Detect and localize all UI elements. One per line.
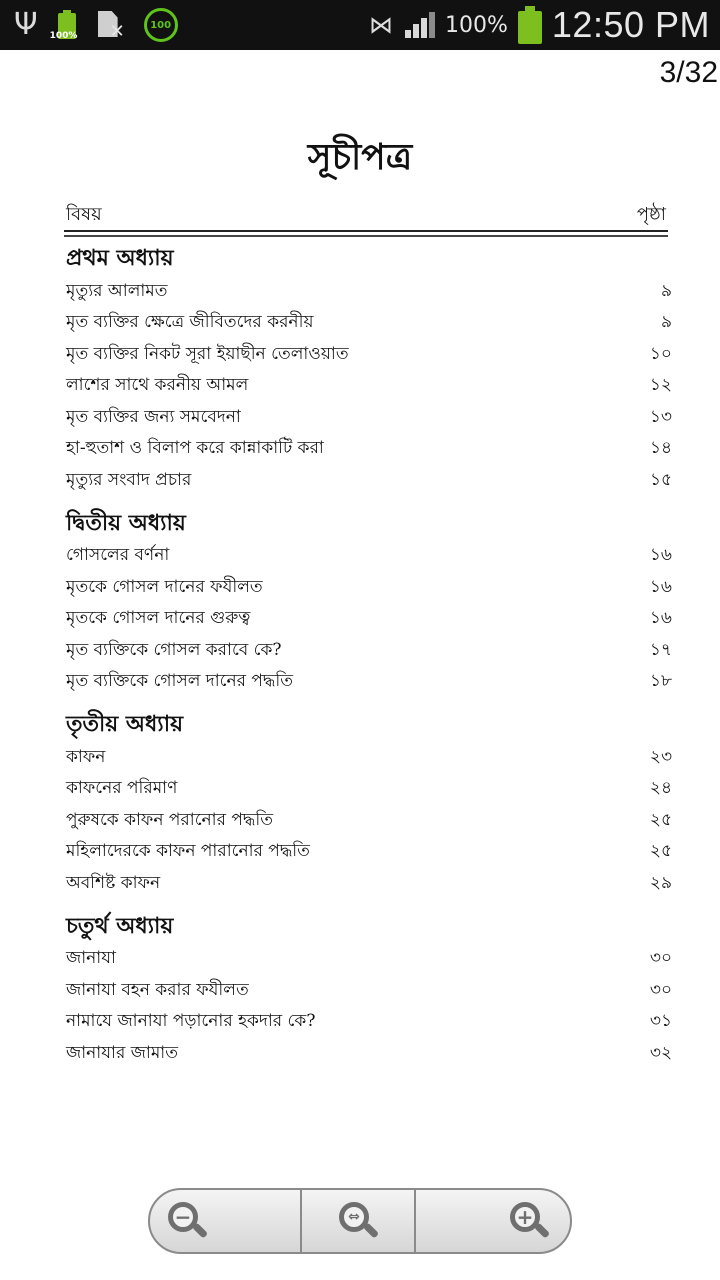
toc-item-label: মৃতকে গোসল দানের গুরুত্ব <box>66 608 251 629</box>
battery-small-label: 100% <box>49 31 78 41</box>
toc-item-label: কাফন <box>66 746 106 767</box>
zoom-out-button[interactable] <box>148 1188 302 1254</box>
toc-item-label: হা-হুতাশ ও বিলাপ করে কান্নাকাটি করা <box>66 438 324 459</box>
toc-item-page: ১৭ <box>649 639 672 660</box>
zoom-controls <box>148 1188 572 1254</box>
toc-row[interactable] <box>66 572 674 604</box>
toc-item-label: কাফনের পরিমাণ <box>66 778 178 799</box>
toc-item-page: ৯ <box>660 312 672 333</box>
page-indicator: 3/32 <box>659 56 718 89</box>
toc-row[interactable] <box>66 276 674 308</box>
toc-item-page: ২৩ <box>649 746 672 767</box>
toc-item-page: ২৪ <box>649 778 672 799</box>
toc-row[interactable] <box>66 975 674 1007</box>
toc-item-page: ১৮ <box>649 671 672 692</box>
sim-card-icon: ✕ <box>96 9 126 41</box>
toc-item-page: ১৫ <box>649 469 672 490</box>
usb-icon: Ψ <box>14 7 38 42</box>
gauge-label: 100 <box>150 19 172 31</box>
toc-row[interactable] <box>66 805 674 837</box>
toc-item-label: মৃতকে গোসল দানের ফযীলত <box>66 576 263 597</box>
toc-item-label: মৃত ব্যক্তিকে গোসল দানের পদ্ধতি <box>66 671 293 692</box>
toc-row[interactable] <box>66 604 674 636</box>
toc-item-label: গোসলের বর্ণনা <box>66 545 170 566</box>
toc-row[interactable] <box>66 465 674 497</box>
table-of-contents <box>66 240 674 1070</box>
toc-item-label: মৃত্যুর সংবাদ প্রচার <box>66 469 192 490</box>
toc-item-page: ১৪ <box>649 438 672 459</box>
toc-row[interactable] <box>66 1007 674 1039</box>
zoom-in-button[interactable] <box>414 1188 572 1254</box>
divider <box>64 235 668 237</box>
zoom-out-icon: − <box>168 1202 206 1240</box>
toc-row[interactable] <box>66 339 674 371</box>
clock: 12:50 PM <box>551 4 710 45</box>
gauge-icon <box>144 8 178 42</box>
toc-section <box>66 908 674 1070</box>
section-title: তৃতীয় অধ্যায় <box>66 711 184 737</box>
toc-item-page: ১৬ <box>649 576 672 597</box>
toc-item-page: ৩০ <box>649 948 672 969</box>
zoom-in-icon: + <box>510 1202 548 1240</box>
toc-item-label: জানাযার জামাত <box>66 1042 178 1063</box>
toc-row[interactable] <box>66 944 674 976</box>
section-title: দ্বিতীয় অধ্যায় <box>66 509 186 536</box>
toc-section <box>66 505 674 699</box>
toc-item-label: পুরুষকে কাফন পরানোর পদ্ধতি <box>66 809 273 830</box>
toc-row[interactable] <box>66 774 674 806</box>
toc-item-page: ৩১ <box>649 1011 672 1032</box>
status-left-icons <box>14 8 178 42</box>
section-title: চতুর্থ অধ্যায় <box>66 912 174 939</box>
column-header-page: পৃষ্ঠা <box>636 204 666 225</box>
toc-item-page: ১২ <box>649 375 672 396</box>
toc-item-page: ২৫ <box>649 841 672 862</box>
divider <box>64 230 668 232</box>
toc-item-label: নামাযে জানাযা পড়ানোর হকদার কে? <box>66 1011 316 1032</box>
column-header-subject: বিষয় <box>66 204 102 225</box>
toc-item-page: ২৯ <box>649 872 672 893</box>
toc-item-page: ৩০ <box>649 979 672 1000</box>
battery-percent: 100% <box>445 12 508 38</box>
signal-bars-icon <box>403 10 435 40</box>
toc-item-page: ৯ <box>660 280 672 301</box>
toc-row[interactable] <box>66 868 674 900</box>
toc-row[interactable] <box>66 434 674 466</box>
toc-item-label: মৃত ব্যক্তিকে গোসল করাবে কে? <box>66 639 282 660</box>
toc-item-label: লাশের সাথে করনীয় আমল <box>66 375 249 396</box>
toc-item-label: জানাযা বহন করার ফযীলত <box>66 979 249 1000</box>
toc-item-page: ১৬ <box>649 545 672 566</box>
zoom-fit-icon: ⇔ <box>339 1202 377 1240</box>
toc-row[interactable] <box>66 635 674 667</box>
toc-row[interactable] <box>66 402 674 434</box>
battery-icon <box>518 6 542 44</box>
toc-row[interactable] <box>66 1038 674 1070</box>
status-bar <box>0 0 720 50</box>
toc-item-page: ১৩ <box>649 406 672 427</box>
toc-item-page: ১৬ <box>649 608 672 629</box>
toc-item-label: মৃত্যুর আলামত <box>66 280 168 301</box>
status-right-icons <box>369 0 710 50</box>
toc-item-label: অবশিষ্ট কাফন <box>66 872 161 893</box>
toc-row[interactable] <box>66 837 674 869</box>
toc-item-page: ৩২ <box>649 1042 672 1063</box>
section-title: প্রথম অধ্যায় <box>66 245 174 271</box>
toc-item-page: ১০ <box>649 343 672 364</box>
toc-item-label: মহিলাদেরকে কাফন পারানোর পদ্ধতি <box>66 841 310 862</box>
battery-icon <box>49 9 78 41</box>
toc-section <box>66 240 674 497</box>
toc-item-label: মৃত ব্যক্তির নিকট সূরা ইয়াছীন তেলাওয়াত <box>66 343 349 364</box>
toc-row[interactable] <box>66 541 674 573</box>
zoom-fit-button[interactable] <box>302 1188 414 1254</box>
toc-item-label: মৃত ব্যক্তির ক্ষেত্রে জীবিতদের করনীয় <box>66 312 314 333</box>
toc-section <box>66 706 674 900</box>
toc-row[interactable] <box>66 308 674 340</box>
toc-row[interactable] <box>66 667 674 699</box>
toc-item-label: জানাযা <box>66 948 116 969</box>
toc-row[interactable] <box>66 742 674 774</box>
toc-row[interactable] <box>66 371 674 403</box>
no-signal-icon: ⋈ <box>369 11 393 39</box>
toc-item-label: মৃত ব্যক্তির জন্য সমবেদনা <box>66 406 241 427</box>
page-title: সূচীপত্র <box>307 136 413 178</box>
toc-item-page: ২৫ <box>649 809 672 830</box>
